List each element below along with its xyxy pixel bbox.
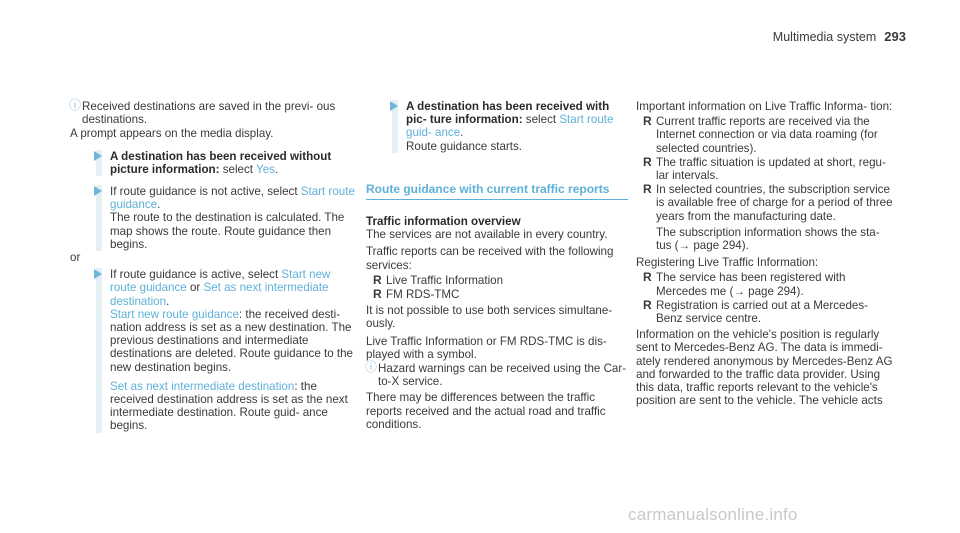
bullet-icon: R bbox=[643, 270, 652, 285]
page-number: 293 bbox=[884, 29, 906, 44]
bullet-icon: R bbox=[643, 182, 652, 197]
paragraph: Important information on Live Traffic Informa- tion: bbox=[636, 100, 893, 113]
subsection-title: Traffic information overview bbox=[366, 215, 521, 229]
paragraph: The services are not available in every country. bbox=[366, 228, 608, 242]
note-received: ⓘ Received destinations are saved in the previ- ous destinations. bbox=[69, 98, 336, 127]
column-1 bbox=[70, 100, 360, 433]
list-item: R FM RDS-TMC bbox=[373, 287, 460, 302]
header-title: Multimedia system bbox=[772, 30, 877, 44]
paragraph: Traffic reports can be received with the following services: bbox=[366, 245, 614, 272]
step-with-picture: A destination has been received with pic- ture information: select Start route guid- ance. Route guidance starts. bbox=[366, 100, 628, 153]
step-without-picture: A destination has been received without picture information: select Yes. bbox=[70, 150, 360, 176]
or-text: or bbox=[70, 251, 81, 265]
bullet-icon: R bbox=[373, 287, 382, 302]
set-next-intermediate-term: Set as next intermediate destination bbox=[110, 379, 295, 393]
step-active: If route guidance is active, select Start new route guidance or Set as next intermediate destination. Start new route guidance: the received desti- nation address is set as a new destination. The previous destinations and intermediate destinations are deleted. Route guidance to the new destination begins. Set as next intermediate destination: the received destination address is set as the next intermediate destination. Route guid- ance begins. bbox=[70, 268, 360, 432]
list-item: R In selected countries, the subscription service is available free of charge for a period of three years from the manufacturing date. bbox=[643, 182, 893, 223]
yes-link[interactable]: Yes bbox=[256, 162, 275, 176]
list-item: R The traffic situation is updated at short, regu- lar intervals. bbox=[643, 154, 886, 183]
step-bar bbox=[96, 268, 102, 432]
services-list bbox=[366, 274, 628, 301]
prompt-text: A prompt appears on the media display. bbox=[70, 127, 274, 141]
step-not-active: If route guidance is not active, select Start route guidance. The route to the destination is calculated. The map shows the route. Route guidance then begins. bbox=[70, 185, 360, 251]
column-3 bbox=[636, 100, 896, 408]
step-arrow-icon bbox=[94, 151, 102, 161]
start-new-route-guidance-link[interactable]: Start new route guidance bbox=[110, 268, 331, 295]
bullet-icon: R bbox=[643, 114, 652, 129]
info-icon: ⓘ bbox=[69, 98, 82, 112]
registration-list bbox=[636, 271, 896, 325]
paragraph: Information on the vehicle's position is regularly sent to Mercedes-Benz AG. The data is immedi- ately rendered anonymous by Mercedes-Benz AG and forwarded to the traffic data provider. Using this data, traffic reports relevant to the vehicle's position are sent to the vehicle. The vehicle acts bbox=[636, 328, 893, 408]
paragraph: It is not possible to use both services simultane- ously. bbox=[366, 304, 613, 331]
set-next-intermediate-link[interactable]: Set as next intermediate destination bbox=[110, 281, 329, 308]
page-header bbox=[773, 29, 906, 44]
list-item: R Current traffic reports are received via the Internet connection or via data roaming (for selected countries). bbox=[643, 114, 878, 155]
start-new-route-guidance-term: Start new route guidance bbox=[110, 307, 239, 321]
step-arrow-icon bbox=[94, 269, 102, 279]
bullet-icon: R bbox=[643, 154, 652, 169]
step-arrow-icon bbox=[390, 101, 398, 111]
note-hazard: ⓘ Hazard warnings can be received using the Car-to-X service. bbox=[365, 360, 627, 389]
section-title: Route guidance with current traffic reports bbox=[366, 183, 628, 200]
list-item: R The service has been registered with Mercedes me (→ page 294). bbox=[643, 270, 846, 298]
info-list bbox=[636, 115, 896, 223]
list-item: R Registration is carried out at a Mercedes- Benz service centre. bbox=[643, 297, 868, 326]
step-arrow-icon bbox=[94, 186, 102, 196]
info-icon: ⓘ bbox=[365, 360, 378, 375]
paragraph: Live Traffic Information or FM RDS-TMC is dis- played with a symbol. bbox=[366, 334, 607, 361]
column-2 bbox=[366, 100, 628, 432]
list-item: R Live Traffic Information bbox=[373, 272, 504, 287]
paragraph: Registering Live Traffic Information: bbox=[636, 256, 819, 270]
subscription-note: The subscription information shows the sta- tus (→ page 294). bbox=[656, 225, 880, 253]
bullet-icon: R bbox=[373, 272, 382, 287]
start-route-guidance-link[interactable]: Start route guid- ance bbox=[406, 113, 614, 140]
bullet-icon: R bbox=[643, 297, 652, 312]
watermark: carmanualsonline.info bbox=[628, 505, 798, 524]
paragraph: There may be differences between the traffic reports received and the actual road and traffic conditions. bbox=[366, 391, 606, 431]
start-route-guidance-link[interactable]: Start route guidance bbox=[110, 185, 355, 212]
